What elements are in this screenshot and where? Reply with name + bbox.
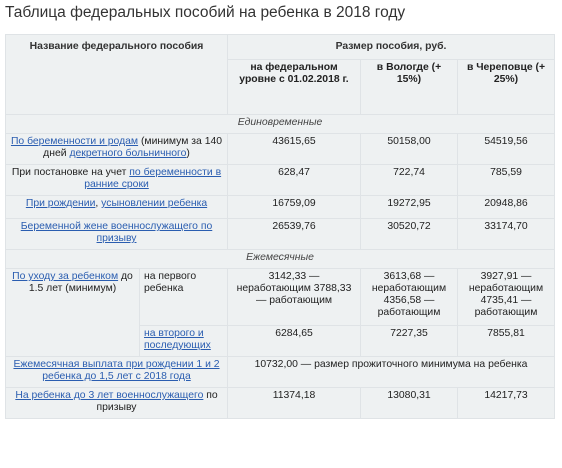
row-name bbox=[6, 357, 228, 388]
cell-federal: 6284,65 bbox=[228, 326, 361, 357]
cell-federal: 3142,33 — неработающим 3788,33 — работающим bbox=[228, 269, 361, 326]
cell-vologda: 13080,31 bbox=[361, 388, 458, 419]
cell-vologda: 7227,35 bbox=[361, 326, 458, 357]
table-row bbox=[6, 219, 555, 250]
row-name bbox=[6, 165, 228, 196]
monthly-payment-link[interactable]: Ежемесячная выплата при рождении 1 и 2 ребенка до 1,5 лет с 2018 года bbox=[13, 359, 220, 382]
childcare-link[interactable]: По уходу за ребенком bbox=[12, 271, 119, 282]
row-text: , bbox=[95, 198, 102, 209]
cell-federal: 628,47 bbox=[228, 165, 361, 196]
row-text: по призыву bbox=[96, 390, 218, 413]
header-name: Название федерального пособия bbox=[6, 35, 228, 115]
section-monthly: Ежемесячные bbox=[6, 250, 555, 269]
table-row bbox=[6, 196, 555, 219]
military-child-link[interactable]: На ребенка до 3 лет военнослужащего bbox=[15, 390, 204, 401]
second-child-link[interactable]: на второго и последующих bbox=[144, 328, 211, 351]
section-row bbox=[6, 250, 555, 269]
row-text: При постановке на учет bbox=[11, 167, 130, 178]
row-name bbox=[6, 134, 228, 165]
row-name bbox=[6, 269, 140, 357]
header-federal: на федеральном уровне с 01.02.2018 г. bbox=[228, 60, 361, 115]
section-row bbox=[6, 115, 555, 134]
cell-federal: 16759,09 bbox=[228, 196, 361, 219]
cell-cherepovets: 3927,91 — неработающим 4735,41 — работающим bbox=[458, 269, 555, 326]
section-one-time: Единовременные bbox=[6, 115, 555, 134]
header-vologda: в Вологде (+ 15%) bbox=[361, 60, 458, 115]
cell-monthly-payment: 10732,00 — размер прожиточного минимума на ребенка bbox=[228, 357, 555, 388]
cell-cherepovets: 20948,86 bbox=[458, 196, 555, 219]
maternity-leave-link[interactable]: декретного больничного bbox=[69, 148, 187, 159]
military-wife-link[interactable]: Беременной жене военнослужащего по призыву bbox=[20, 221, 213, 244]
table-row bbox=[6, 134, 555, 165]
table-row bbox=[6, 165, 555, 196]
cell-cherepovets: 14217,73 bbox=[458, 388, 555, 419]
cell-cherepovets: 785,59 bbox=[458, 165, 555, 196]
row-text: ) bbox=[186, 148, 190, 159]
row-name bbox=[6, 219, 228, 250]
early-registration-link[interactable]: по беременности в ранние сроки bbox=[84, 167, 222, 190]
cell-vologda: 19272,95 bbox=[361, 196, 458, 219]
table-row bbox=[6, 269, 555, 326]
benefits-table bbox=[5, 34, 555, 419]
cell-vologda: 50158,00 bbox=[361, 134, 458, 165]
second-child-cell bbox=[140, 326, 228, 357]
row-name bbox=[6, 388, 228, 419]
table-row bbox=[6, 388, 555, 419]
row-text: (минимум за 140 дней bbox=[43, 136, 223, 159]
cell-cherepovets: 7855,81 bbox=[458, 326, 555, 357]
page-title: Таблица федеральных пособий на ребенка в 2018 году bbox=[5, 4, 406, 21]
birth-link[interactable]: При рождении bbox=[25, 198, 96, 209]
adoption-link[interactable]: усыновлении ребенка bbox=[101, 198, 208, 209]
cell-cherepovets: 54519,56 bbox=[458, 134, 555, 165]
cell-cherepovets: 33174,70 bbox=[458, 219, 555, 250]
table-row bbox=[6, 357, 555, 388]
row-text: до 1.5 лет (минимум) bbox=[28, 271, 133, 294]
row-name bbox=[6, 196, 228, 219]
pregnancy-link[interactable]: По беременности и родам bbox=[10, 136, 139, 147]
cell-federal: 11374,18 bbox=[228, 388, 361, 419]
header-cherepovets: в Череповце (+ 25%) bbox=[458, 60, 555, 115]
first-child-label: на первого ребенка bbox=[140, 269, 228, 326]
header-size: Размер пособия, руб. bbox=[228, 35, 555, 60]
header-row bbox=[6, 35, 555, 60]
cell-vologda: 30520,72 bbox=[361, 219, 458, 250]
cell-vologda: 722,74 bbox=[361, 165, 458, 196]
cell-vologda: 3613,68 — неработающим 4356,58 — работающим bbox=[361, 269, 458, 326]
cell-federal: 43615,65 bbox=[228, 134, 361, 165]
cell-federal: 26539,76 bbox=[228, 219, 361, 250]
